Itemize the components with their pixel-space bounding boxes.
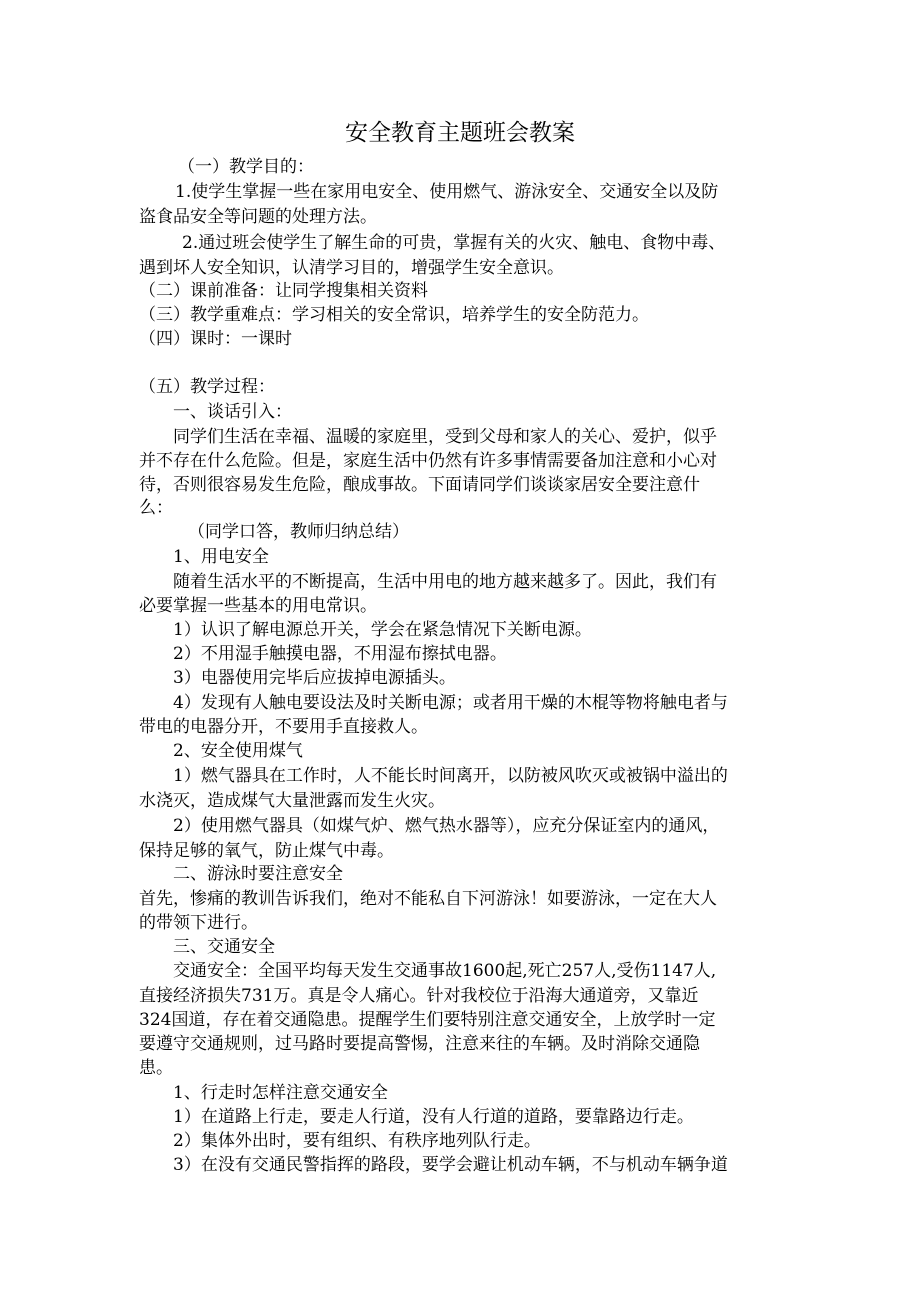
paragraph-line: 水浇灭，造成煤气大量泄露而发生火灾。 [139,791,445,811]
list-item: 4）发现有人触电要设法及时关断电源；或者用干燥的木棍等物将触电者与 [173,693,728,713]
list-item: 1）燃气器具在工作时，人不能长时间离开，以防被风吹灭或被锅中溢出的 [173,766,728,786]
subsection-heading: 二、游泳时要注意安全 [173,864,343,884]
paragraph-line: 交通安全：全国平均每天发生交通事故1600起,死亡257人,受伤1147人, [173,961,717,981]
subsection-heading: 2、安全使用煤气 [173,741,303,761]
paragraph-line: 待，否则很容易发生危险，酿成事故。下面请同学们谈谈家居安全要注意什 [139,475,700,495]
list-item: 3）在没有交通民警指挥的路段，要学会避让机动车辆，不与机动车辆争道 [173,1155,728,1175]
document-title: 安全教育主题班会教案 [345,120,575,146]
list-item: 2）不用湿手触摸电器，不用湿布擦拭电器。 [173,644,507,664]
paragraph-line: 并不存在什么危险。但是，家庭生活中仍然有许多事情需要备加注意和小心对 [139,451,717,471]
paragraph-line: 必要掌握一些基本的用电常识。 [139,596,377,616]
subsection-heading: 一、谈话引入： [173,402,292,422]
subsection-heading: 1、行走时怎样注意交通安全 [173,1083,388,1103]
list-item: 2）使用燃气器具（如煤气炉、燃气热水器等），应充分保证室内的通风， [173,816,720,836]
paragraph-line: 1.使学生掌握一些在家用电安全、使用燃气、游泳安全、交通安全以及防 [175,182,719,202]
list-item: 2）集体外出时，要有组织、有秩序地列队行走。 [173,1131,541,1151]
list-item: 3）电器使用完毕后应拔掉电源插头。 [173,668,456,688]
section-preparation-heading: （二）课前准备：让同学搜集相关资料 [139,281,428,301]
paragraph-line: 324国道，存在着交通隐患。提醒学生们要特别注意交通安全，上放学时一定 [139,1010,716,1030]
subsection-heading: 三、交通安全 [173,937,275,957]
paragraph-line: 保持足够的氧气，防止煤气中毒。 [139,841,394,861]
paragraph-line: 的带领下进行。 [139,913,258,933]
section-class-hours-heading: （四）课时：一课时 [139,329,292,349]
paragraph-line: 患。 [139,1058,173,1078]
list-item: 1）在道路上行走，要走人行道，没有人行道的道路，要靠路边行走。 [173,1107,694,1127]
paragraph-line: 么： [139,498,173,518]
paragraph-line: 直接经济损失731万。真是令人痛心。针对我校位于沿海大通道旁，又靠近 [139,986,699,1006]
paragraph-line: 2.通过班会使学生了解生命的可贵，掌握有关的火灾、触电、食物中毒、 [182,233,726,253]
subsection-heading: 1、用电安全 [173,547,269,567]
paragraph-line: 遇到坏人安全知识，认清学习目的，增强学生安全意识。 [139,258,564,278]
paragraph-line: 同学们生活在幸福、温暖的家庭里，受到父母和家人的关心、爱护，似乎 [173,427,717,447]
paragraph-line: 要遵守交通规则，过马路时要提高警惕，注意来往的车辆。及时消除交通隐 [139,1034,700,1054]
section-process-heading: （五）教学过程： [139,377,275,397]
list-item: 1）认识了解电源总开关，学会在紧急情况下关断电源。 [173,620,592,640]
paragraph-line: 随着生活水平的不断提高，生活中用电的地方越来越多了。因此，我们有 [173,572,717,592]
paragraph-line: 盗食品安全等问题的处理方法。 [139,207,377,227]
paragraph-line: 带电的电器分开，不要用手直接救人。 [139,717,428,737]
paragraph-line: 首先，惨痛的教训告诉我们，绝对不能私自下河游泳！如要游泳，一定在大人 [139,889,717,909]
paragraph-line: （同学口答，教师归纳总结） [188,522,409,542]
section-objectives-heading: （一）教学目的： [178,157,314,177]
section-key-points-heading: （三）教学重难点：学习相关的安全常识，培养学生的安全防范力。 [139,305,649,325]
